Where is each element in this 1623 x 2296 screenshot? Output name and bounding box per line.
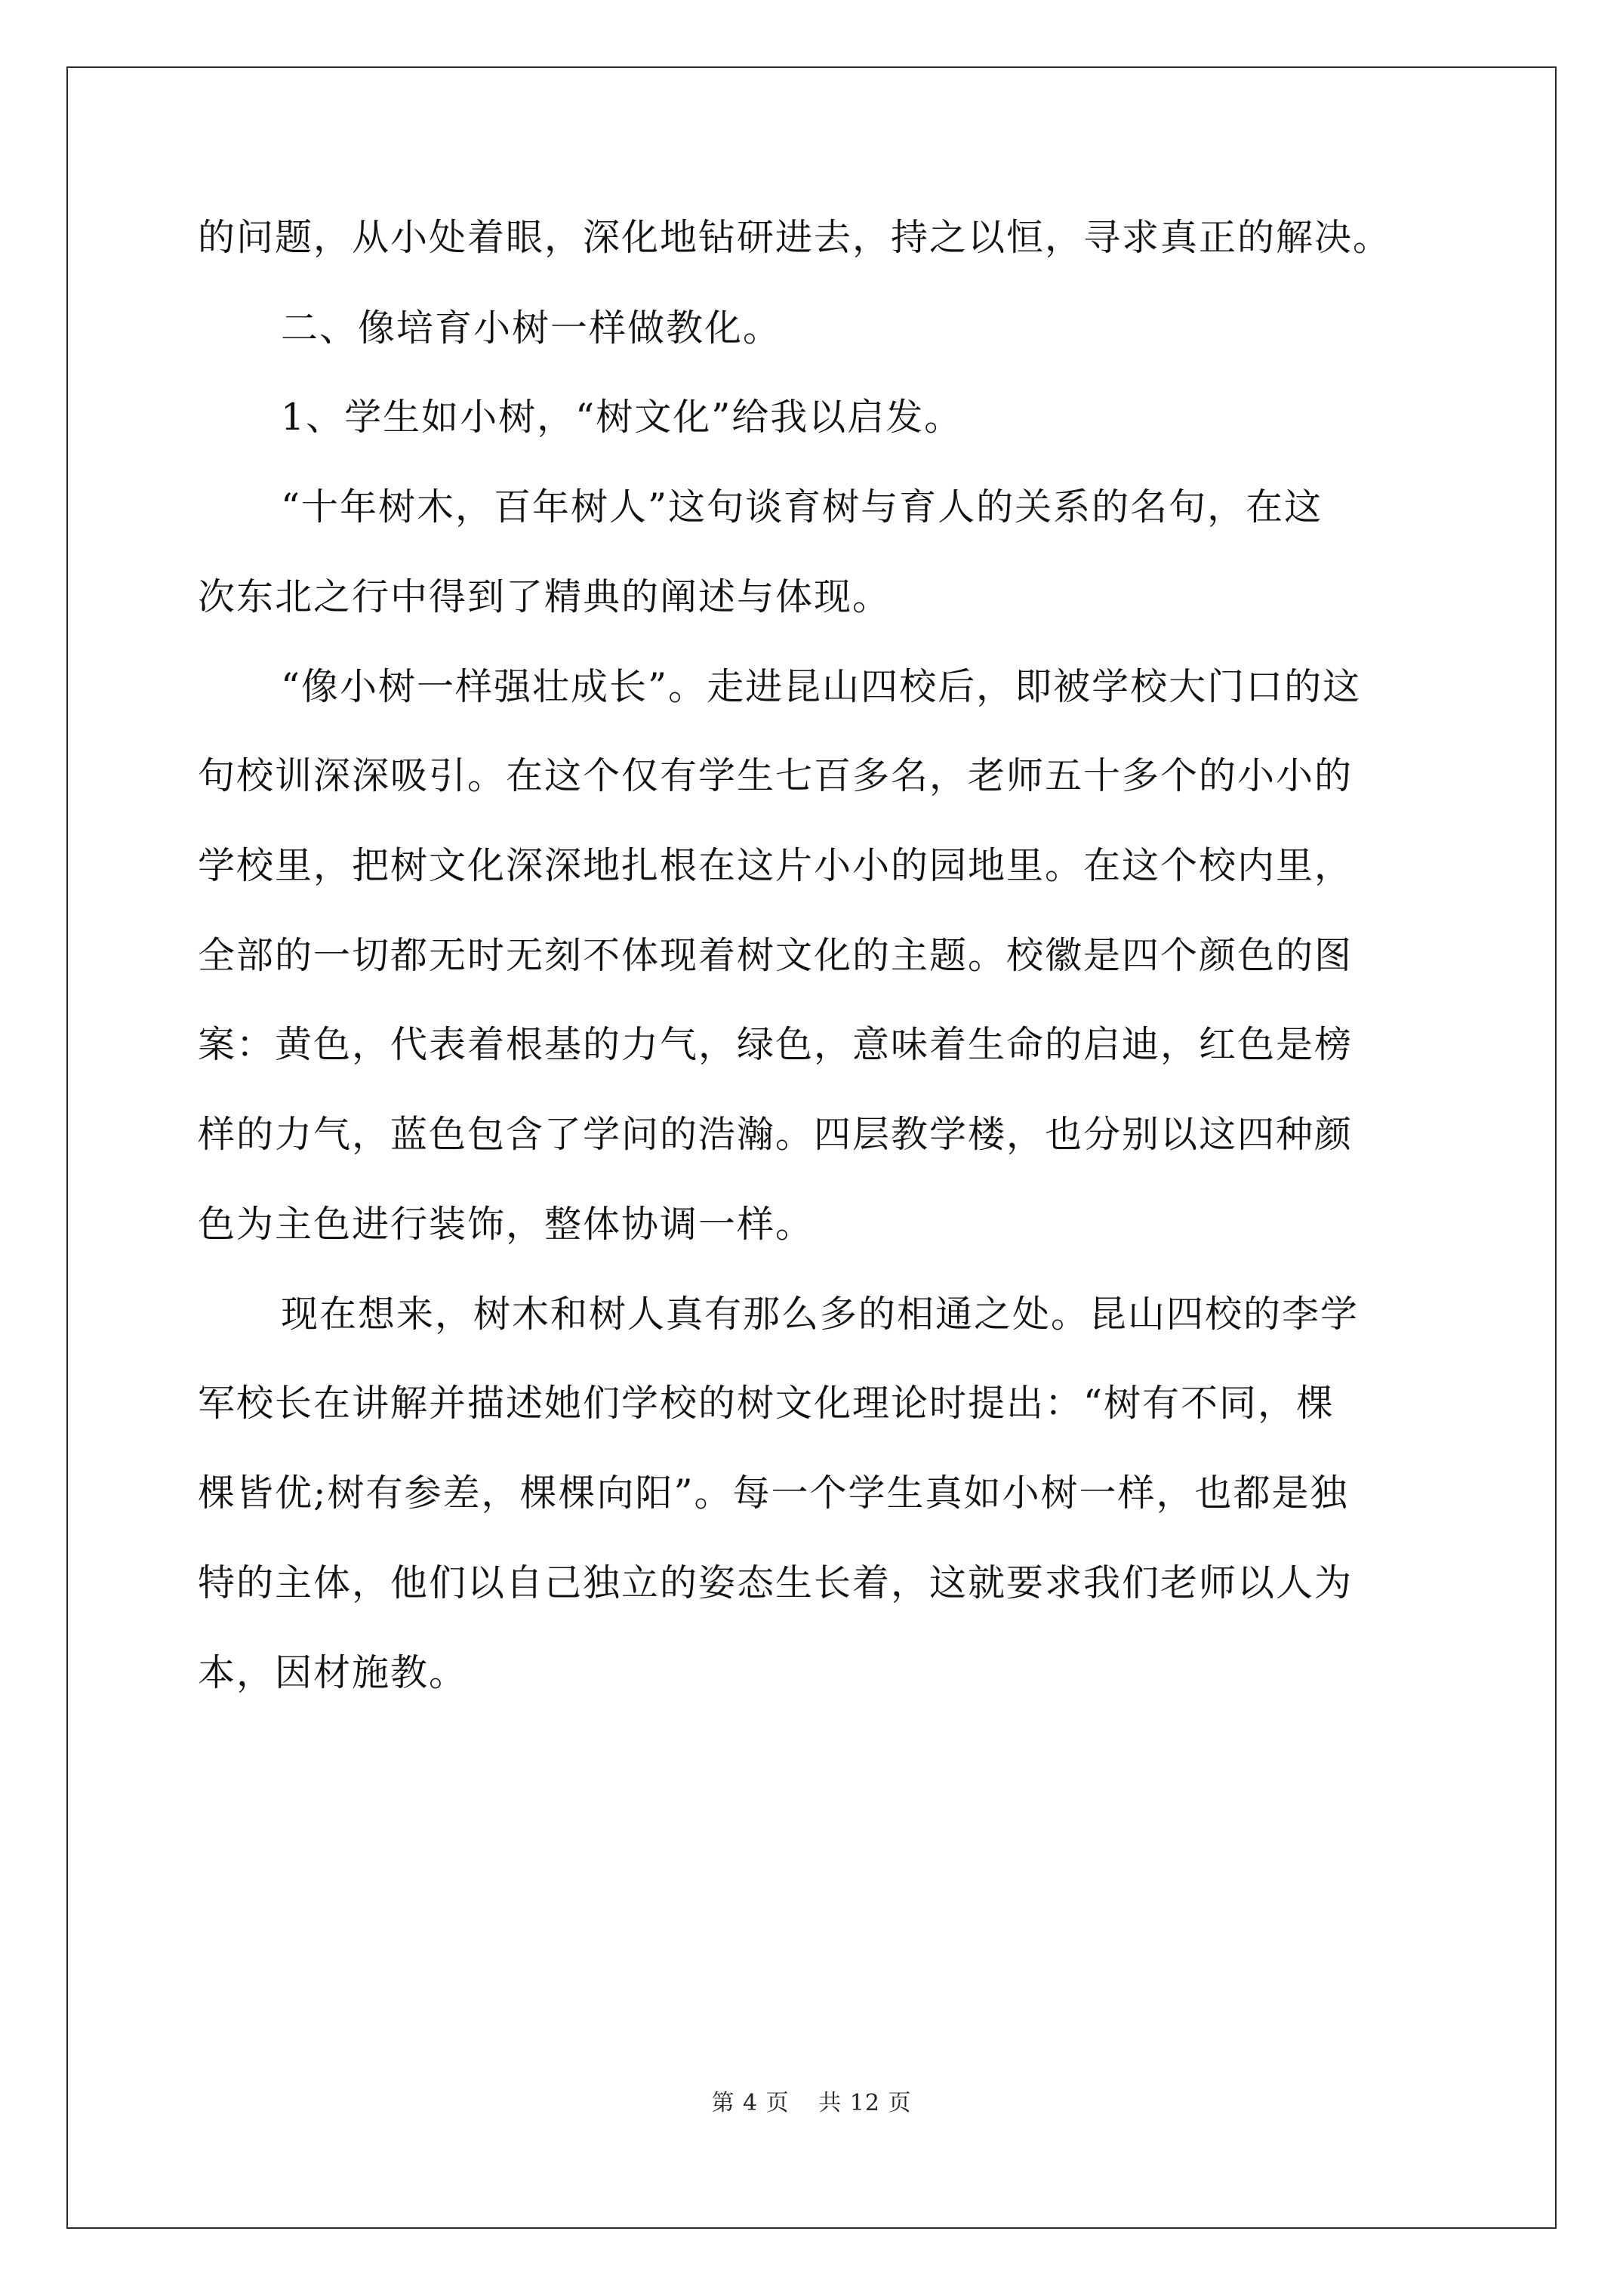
page-footer bbox=[0, 2084, 1623, 2117]
paragraph-line: 现在想来，树木和树人真有那么多的相通之处。昆山四校的李学 bbox=[281, 1293, 1360, 1336]
paragraph-line: 样的力气，蓝色包含了学问的浩瀚。四层教学楼，也分别以这四种颜 bbox=[198, 1113, 1354, 1156]
paragraph-line: 特的主体，他们以自己独立的姿态生长着，这就要求我们老师以人为 bbox=[198, 1561, 1354, 1604]
paragraph-line: 句校训深深吸引。在这个仅有学生七百多名，老师五十多个的小小的 bbox=[198, 754, 1354, 797]
paragraph-line: 的问题，从小处着眼，深化地钻研进去，持之以恒，寻求真正的解决。 bbox=[198, 216, 1392, 259]
paragraph-line: 案：黄色，代表着根基的力气，绿色，意味着生命的启迪，红色是榜 bbox=[198, 1023, 1354, 1066]
page-number: 第 4 页 bbox=[711, 2090, 790, 2116]
paragraph-line: “像小树一样强壮成长”。走进昆山四校后，即被学校大门口的这 bbox=[281, 665, 1362, 708]
paragraph-line: 军校长在讲解并描述她们学校的树文化理论时提出：“树有不同，棵 bbox=[198, 1382, 1335, 1425]
paragraph-line: 次东北之行中得到了精典的阐述与体现。 bbox=[198, 575, 892, 618]
paragraph-line: 全部的一切都无时无刻不体现着树文化的主题。校徽是四个颜色的图 bbox=[198, 934, 1354, 977]
paragraph-line: 色为主色进行装饰，整体协调一样。 bbox=[198, 1203, 815, 1246]
subsection-heading: 1、学生如小树，“树文化”给我以启发。 bbox=[281, 396, 963, 439]
paragraph-line: 棵皆优;树有参差，棵棵向阳”。每一个学生真如小树一样，也都是独 bbox=[198, 1472, 1349, 1515]
page-total: 共 12 页 bbox=[818, 2090, 912, 2116]
paragraph-line: 学校里，把树文化深深地扎根在这片小小的园地里。在这个校内里， bbox=[198, 844, 1354, 887]
paragraph-line: “十年树木，百年树人”这句谈育树与育人的关系的名句，在这 bbox=[281, 485, 1323, 529]
section-heading: 二、像培育小树一样做教化。 bbox=[281, 307, 782, 350]
paragraph-line: 本，因材施教。 bbox=[198, 1651, 468, 1694]
